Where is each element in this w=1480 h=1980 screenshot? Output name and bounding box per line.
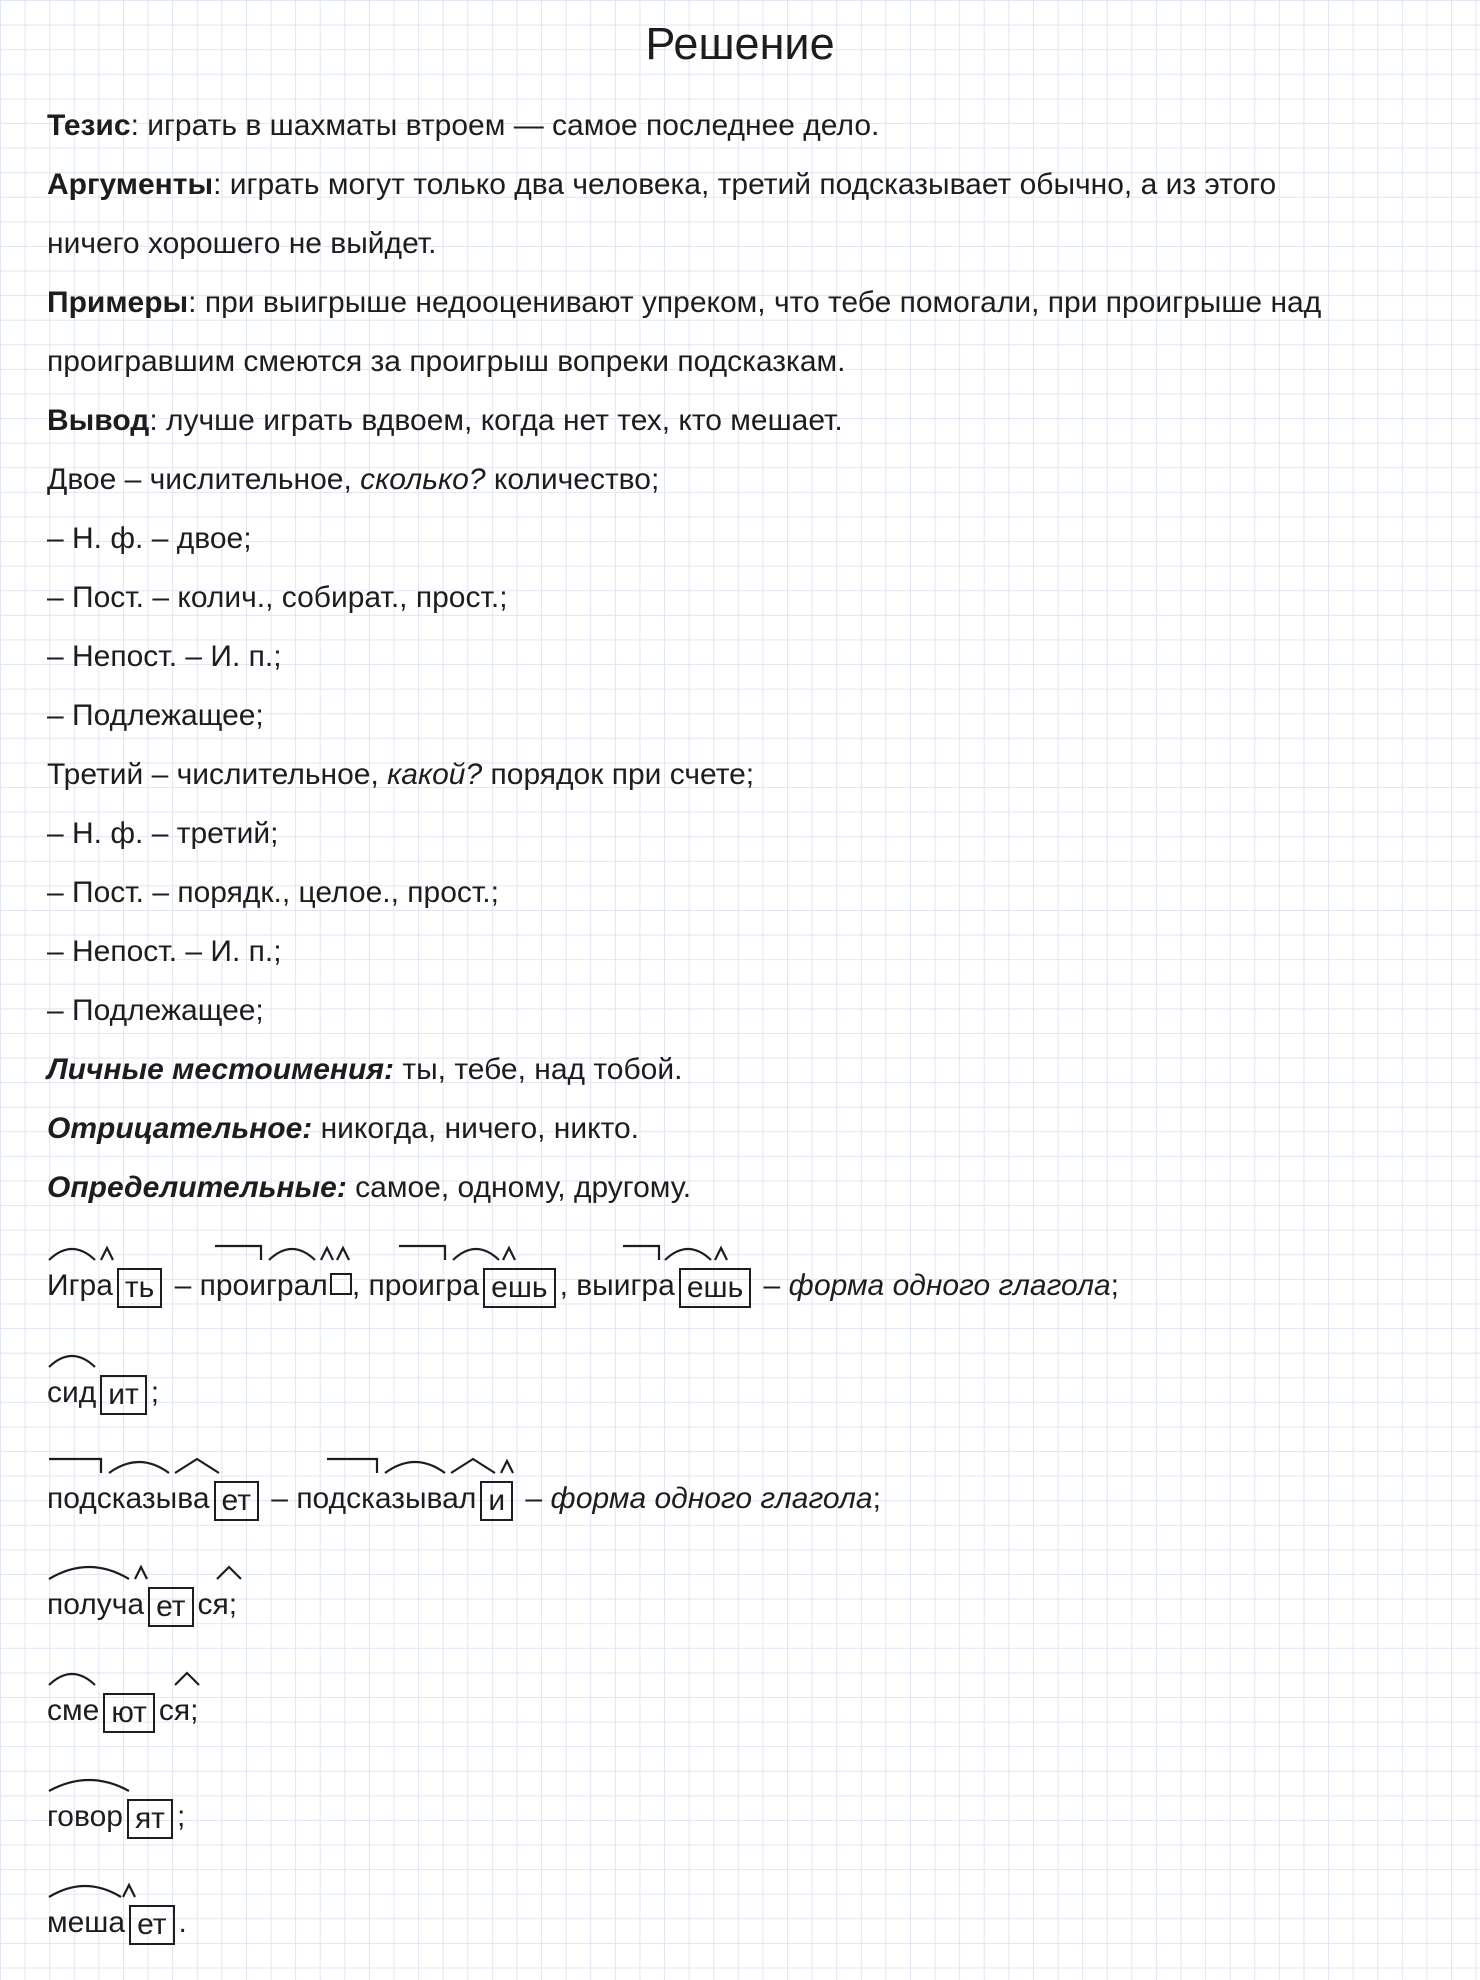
punct: . [178, 1906, 187, 1939]
word-ending: ть [117, 1268, 162, 1308]
word-ending: и [480, 1481, 513, 1521]
dash: – [262, 1482, 297, 1515]
thesis-line [47, 108, 879, 144]
morpheme-row-podskazyvaet [47, 1443, 1147, 1523]
arguments-line-2: ничего хорошего не выйдет. [47, 227, 437, 260]
morpheme-row-text [47, 1797, 185, 1837]
thesis-label: Тезис [47, 109, 131, 142]
morpheme-row-poluchaetsya [47, 1549, 447, 1629]
word-stem: выигра [576, 1269, 675, 1302]
page-title: Решение [645, 18, 835, 69]
morpheme-row-text [47, 1691, 199, 1731]
word-stem: подсказыва [47, 1482, 210, 1515]
morpheme-marks [47, 1230, 1247, 1270]
word-ending: ешь [679, 1268, 751, 1308]
punct: ; [1110, 1269, 1120, 1302]
morpheme-row-text [47, 1903, 187, 1943]
word-stem: подсказывал [296, 1482, 477, 1515]
conclusion-label: Вывод [47, 404, 150, 437]
morpheme-row-text [47, 1479, 881, 1519]
examples-label: Примеры [47, 286, 189, 319]
note: форма одного глагола [550, 1482, 873, 1515]
arguments-line [47, 167, 1276, 203]
morpheme-marks [47, 1549, 447, 1589]
morpheme-marks [47, 1443, 1147, 1483]
word-ending: ешь [483, 1268, 555, 1308]
word-ending: ет [148, 1587, 193, 1627]
zero-ending-box [330, 1273, 352, 1295]
numeral-dvoe-item: – Подлежащее; [47, 699, 264, 732]
numeral-tretiy-heading [47, 757, 754, 793]
numeral-dvoe-meaning: количество; [485, 463, 660, 496]
numeral-tretiy-item: – Подлежащее; [47, 994, 264, 1027]
numeral-tretiy-question: какой? [387, 758, 483, 791]
word-stem: меша [47, 1906, 126, 1939]
numeral-dvoe-item: – Непост. – И. п.; [47, 640, 282, 673]
definitive-pronouns-line [47, 1170, 691, 1206]
negative-pronouns-label: Отрицательное: [47, 1112, 313, 1145]
numeral-dvoe-item: – Пост. – колич., собират., прост.; [47, 581, 508, 614]
punct: ; [872, 1482, 881, 1515]
personal-pronouns-line [47, 1052, 682, 1088]
numeral-dvoe-heading [47, 462, 659, 498]
word-stem: Игра [47, 1269, 113, 1302]
numeral-tretiy-item: – Н. ф. – третий; [47, 817, 279, 850]
numeral-dvoe-question: сколько? [360, 463, 486, 496]
morpheme-row-text [47, 1266, 1119, 1306]
word-stem: говор [47, 1800, 123, 1833]
negative-pronouns-line [47, 1111, 639, 1147]
arguments-label: Аргументы [47, 168, 214, 201]
dash: – [517, 1482, 551, 1515]
numeral-tretiy-item: – Непост. – И. п.; [47, 935, 282, 968]
word: проиграл [199, 1269, 328, 1302]
numeral-tretiy-item: – Пост. – порядк., целое., прост.; [47, 876, 499, 909]
arguments-text: : играть могут только два человека, третий подсказывает обычно, а из этого [213, 168, 1277, 201]
word-ending: ют [103, 1693, 155, 1733]
morpheme-row-sidit [47, 1337, 347, 1417]
word-ending: ет [129, 1905, 174, 1945]
word-postfix: ся [158, 1694, 191, 1727]
numeral-tretiy-text: Третий – числительное, [47, 758, 388, 791]
comma: , [559, 1269, 577, 1302]
morpheme-row-govoryat [47, 1761, 447, 1841]
definitive-pronouns-label: Определительные: [47, 1171, 347, 1204]
definitive-pronouns-text: самое, одному, другому. [346, 1171, 692, 1204]
examples-text: : при выигрыше недооценивают упреком, что тебе помогали, при проигрыше над [188, 286, 1322, 319]
dash: – [166, 1269, 200, 1302]
punct: ; [190, 1694, 199, 1727]
comma: , [351, 1269, 369, 1302]
thesis-text: : играть в шахматы втроем — самое последнее дело. [130, 109, 880, 142]
morpheme-row-meshaet [47, 1867, 447, 1947]
numeral-dvoe-text: Двое – числительное, [47, 463, 361, 496]
word-stem: сид [47, 1376, 97, 1409]
morpheme-marks [47, 1867, 447, 1907]
conclusion-text: : лучше играть вдвоем, когда нет тех, кто мешает. [149, 404, 843, 437]
numeral-tretiy-meaning: порядок при счете; [482, 758, 755, 791]
personal-pronouns-text: ты, тебе, над тобой. [394, 1053, 683, 1086]
word-stem: получа [47, 1588, 145, 1621]
negative-pronouns-text: никогда, ничего, никто. [312, 1112, 640, 1145]
word-ending: ят [127, 1799, 173, 1839]
numeral-dvoe-item: – Н. ф. – двое; [47, 522, 252, 555]
word-ending: ит [100, 1375, 147, 1415]
examples-line-2: проигравшим смеются за проигрыш вопреки подсказкам. [47, 345, 846, 378]
punct: ; [150, 1376, 160, 1409]
conclusion-line [47, 403, 843, 439]
morpheme-row-text [47, 1585, 237, 1625]
dash: – [755, 1269, 789, 1302]
personal-pronouns-label: Личные местоимения: [47, 1053, 395, 1086]
morpheme-marks [47, 1337, 347, 1377]
morpheme-marks [47, 1655, 447, 1695]
punct: ; [228, 1588, 238, 1621]
examples-line [47, 285, 1321, 321]
word-stem: сме [47, 1694, 100, 1727]
word-postfix: ся [197, 1588, 229, 1621]
word-ending: ет [214, 1481, 259, 1521]
punct: ; [176, 1800, 186, 1833]
morpheme-marks [47, 1761, 447, 1801]
morpheme-row-igrat [47, 1230, 1247, 1310]
word-stem: проигра [368, 1269, 480, 1302]
morpheme-row-text [47, 1373, 159, 1413]
note: форма одного глагола [788, 1269, 1111, 1302]
morpheme-row-smeyutsya [47, 1655, 447, 1735]
